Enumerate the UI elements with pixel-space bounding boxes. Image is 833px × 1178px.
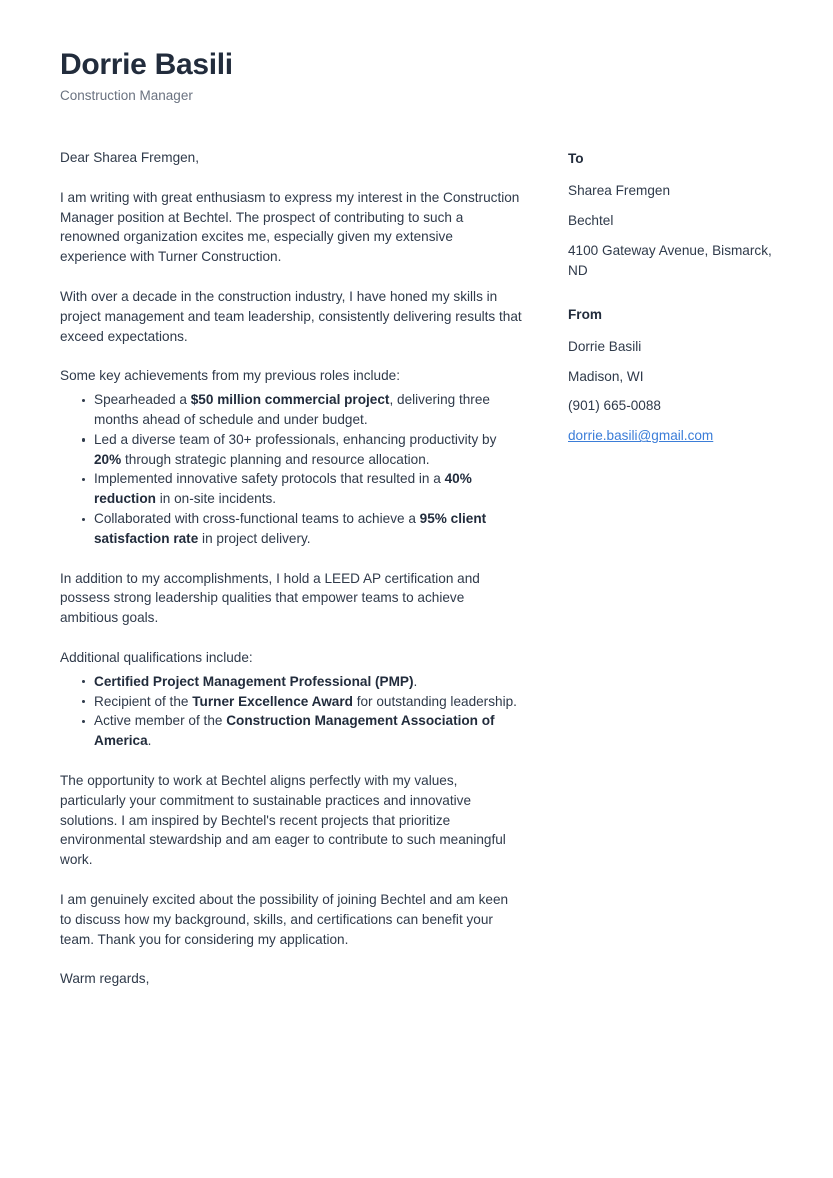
list-item-text: . bbox=[147, 733, 152, 749]
list-item-emphasis: Construction Management Association of America bbox=[94, 713, 495, 749]
list-item-text: Implemented innovative safety protocols that resulted in a bbox=[94, 471, 445, 487]
list-item bbox=[82, 430, 522, 470]
paragraph-closing: I am genuinely excited about the possibility of joining Bechtel and am keen to discuss how my background, skills, and certifications can benefit your team. Thank you for considering my application. bbox=[60, 891, 509, 947]
sender-location: Madison, WI bbox=[568, 368, 644, 384]
list-item-text: Recipient of the bbox=[94, 693, 193, 709]
list-item bbox=[82, 672, 522, 692]
list-item-text: , delivering three months ahead of schedule and under budget. bbox=[94, 392, 490, 428]
recipient-name: Sharea Fremgen bbox=[568, 183, 671, 199]
list-item-emphasis: 20% bbox=[94, 451, 122, 467]
qualifications-lead-in: Additional qualifications include: bbox=[60, 649, 253, 665]
sender-heading: From bbox=[568, 306, 602, 322]
list-item bbox=[82, 469, 522, 509]
paragraph-intro: I am writing with great enthusiasm to express my interest in the Construction Manager position at Bechtel. The prospect of contributing to such a renowned organization excites me, especially given my extensive experience with Turner Construction. bbox=[60, 189, 520, 265]
list-item-text: in project delivery. bbox=[198, 530, 311, 546]
letter-header bbox=[60, 48, 773, 104]
achievements-lead-in: Some key achievements from my previous roles include: bbox=[60, 368, 400, 384]
recipient-address: 4100 Gateway Avenue, Bismarck, ND bbox=[568, 242, 772, 278]
list-item-text: Led a diverse team of 30+ professionals, enhancing productivity by bbox=[94, 431, 497, 447]
list-item-emphasis: Turner Excellence Award bbox=[192, 693, 353, 709]
letter-columns bbox=[60, 148, 773, 989]
list-item bbox=[82, 692, 522, 712]
paragraph-certification: In addition to my accomplishments, I hold a LEED AP certification and possess strong leadership qualities that empower teams to achieve ambitious goals. bbox=[60, 570, 480, 626]
list-item bbox=[82, 509, 522, 549]
list-item-text: through strategic planning and resource allocation. bbox=[121, 451, 430, 467]
list-item-emphasis: Certified Project Management Professional (PMP) bbox=[94, 673, 414, 689]
paragraph-experience: With over a decade in the construction industry, I have honed my skills in project management and team leadership, consistently delivering results that exceed expectations. bbox=[60, 289, 522, 344]
recipient-block bbox=[568, 151, 773, 281]
applicant-name: Dorrie Basili bbox=[60, 48, 233, 81]
recipient-heading: To bbox=[568, 151, 584, 167]
sender-phone: (901) 665-0088 bbox=[568, 398, 661, 414]
list-item-text: . bbox=[413, 673, 418, 689]
list-item-text: Collaborated with cross-functional teams to achieve a bbox=[94, 511, 420, 526]
recipient-company: Bechtel bbox=[568, 213, 614, 229]
list-item bbox=[82, 390, 522, 430]
achievements-list bbox=[60, 390, 522, 548]
letter-body-column bbox=[60, 148, 522, 989]
list-item-text: Active member of the bbox=[94, 713, 227, 729]
qualifications-list bbox=[60, 672, 522, 751]
list-item-text: for outstanding leadership. bbox=[352, 693, 517, 709]
sender-email-link[interactable]: dorrie.basili@gmail.com bbox=[568, 428, 714, 444]
letter-meta-column bbox=[568, 148, 773, 446]
list-item-emphasis: $50 million commercial project bbox=[190, 392, 390, 408]
list-item-text: in on-site incidents. bbox=[155, 491, 277, 507]
sender-name: Dorrie Basili bbox=[568, 338, 642, 354]
salutation: Dear Sharea Fremgen, bbox=[60, 150, 200, 166]
paragraph-alignment: The opportunity to work at Bechtel aligns perfectly with my values, particularly your commitment to sustainable practices and innovative solutions. I am inspired by Bechtel's recent projects that prioritize environmental stewardship and am eager to contribute to such meaningful work. bbox=[60, 772, 506, 868]
sender-block bbox=[568, 307, 773, 447]
list-item bbox=[82, 711, 522, 751]
applicant-job-title: Construction Manager bbox=[60, 87, 193, 103]
list-item-text: Spearheaded a bbox=[94, 392, 191, 408]
list-item-emphasis: 40% reduction bbox=[94, 471, 472, 507]
list-item-emphasis: 95% client satisfaction rate bbox=[94, 511, 487, 546]
sign-off: Warm regards, bbox=[60, 971, 150, 987]
